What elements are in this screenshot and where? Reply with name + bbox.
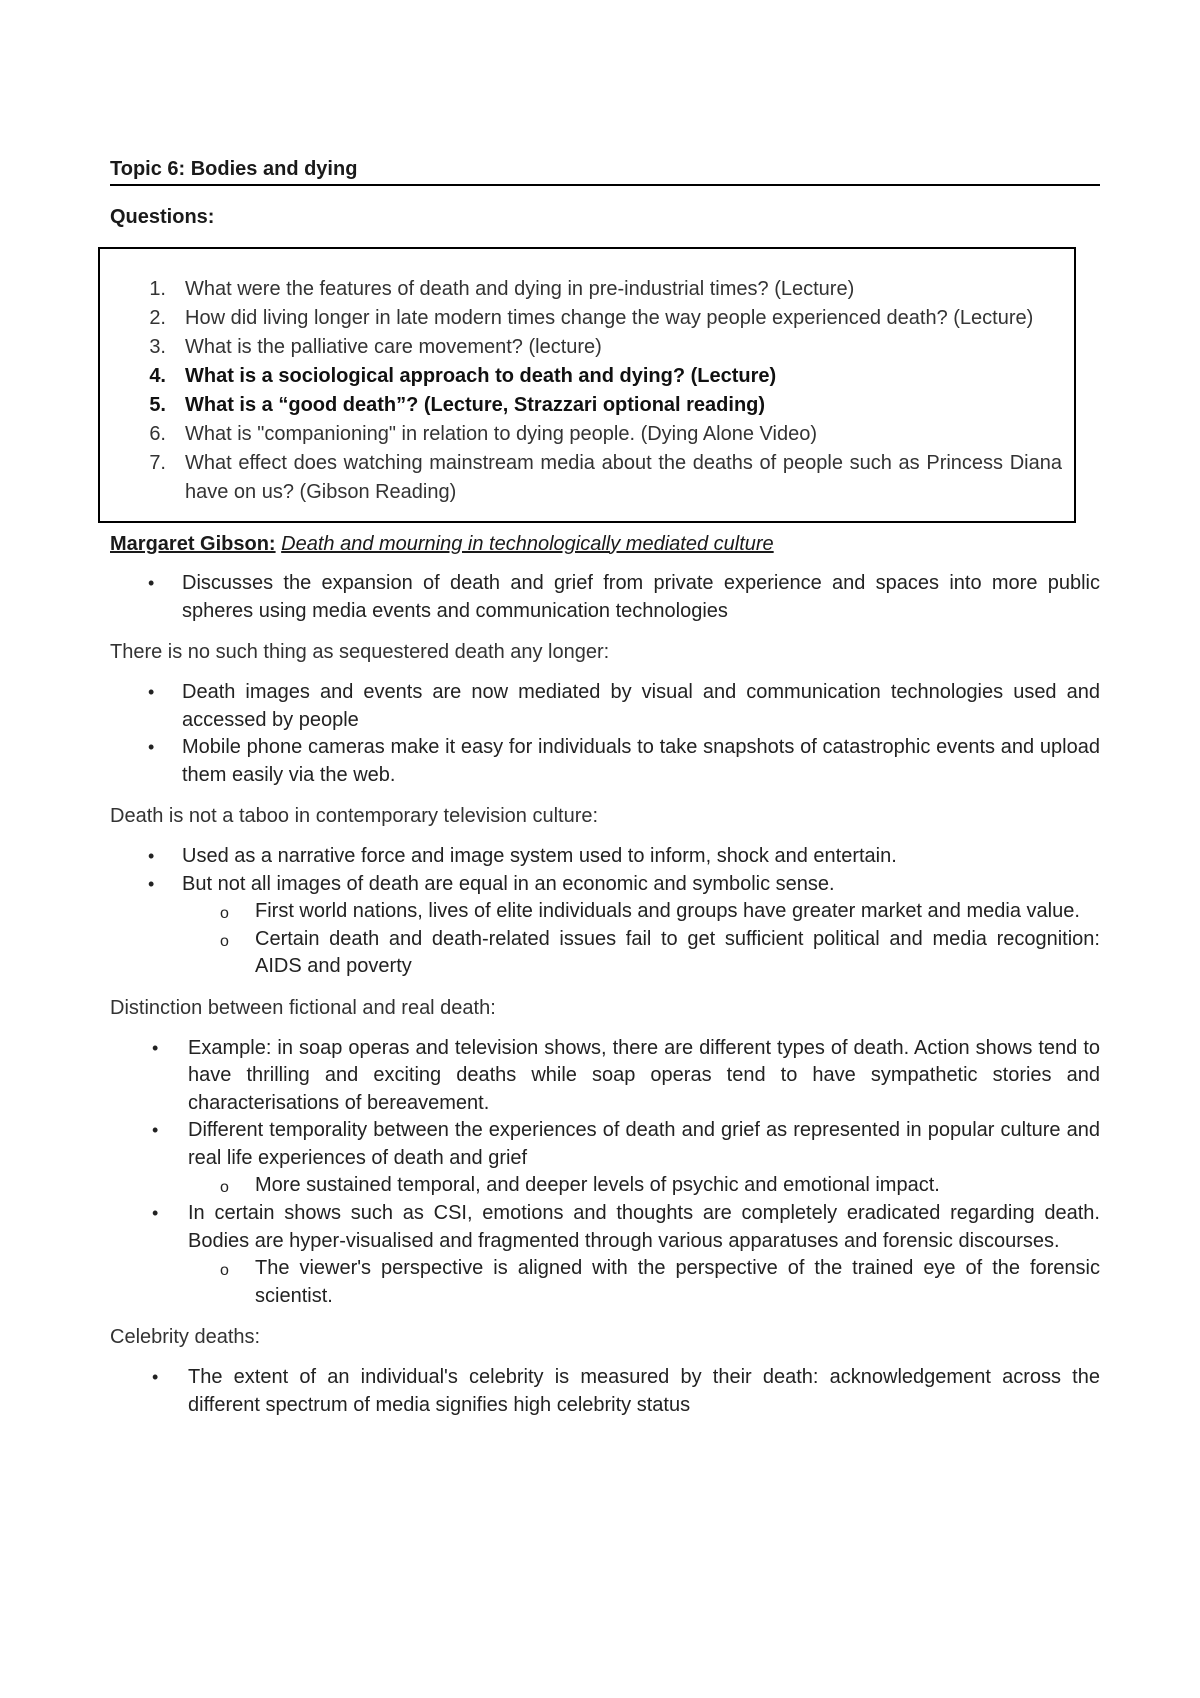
question-item [100, 449, 1062, 507]
bullet-icon: • [148, 873, 155, 894]
question-text: How did living longer in late modern times change the way people experienced death? (Lecture) [185, 306, 1034, 329]
section-1-list [110, 570, 1100, 625]
bullet-icon: • [148, 845, 155, 866]
sub-list-item-text: Certain death and death-related issues fail to get sufficient political and media recognition: AIDS and poverty [255, 927, 1100, 978]
bullet-icon: • [148, 573, 155, 594]
list-item [110, 1035, 1100, 1118]
list-item-text: Example: in soap operas and television shows, there are different types of death. Action shows tend to have thrilling and exciting deaths while soap operas tend to have sympathetic stories and characterisations of bereavement. [188, 1036, 1100, 1114]
section-4-list [110, 1035, 1100, 1311]
document-content [110, 155, 1100, 1419]
question-item [100, 391, 1062, 420]
list-item [110, 871, 1100, 981]
section-2-heading: There is no such thing as sequestered death any longer: [110, 641, 610, 664]
sub-list-item [110, 926, 1100, 981]
question-text: What is the palliative care movement? (lecture) [185, 335, 602, 358]
question-text: What is a sociological approach to death and dying? (Lecture) [185, 364, 777, 387]
sub-bullet-icon: o [220, 932, 229, 950]
questions-heading: Questions: [110, 206, 215, 228]
list-item [110, 1364, 1100, 1419]
bullet-icon: • [148, 737, 155, 758]
sub-list [188, 1172, 1100, 1200]
question-number: 1. [149, 277, 166, 300]
section-5-heading: Celebrity deaths: [110, 1326, 261, 1349]
reading-title: Death and mourning in technologically mediated culture [281, 532, 774, 555]
bullet-icon: • [152, 1120, 159, 1141]
list-item-text: But not all images of death are equal in an economic and symbolic sense. [182, 872, 835, 895]
list-item-text: The extent of an individual's celebrity is measured by their death: acknowledgement across the different spectrum of media signifies high celebrity status [188, 1366, 1100, 1416]
question-text: What were the features of death and dying in pre-industrial times? (Lecture) [185, 277, 855, 300]
list-item-text: Discusses the expansion of death and grief from private experience and spaces into more public spheres using media events and communication technologies [182, 572, 1100, 622]
questions-list [100, 275, 1062, 507]
bullet-icon: • [152, 1037, 159, 1058]
bullet-icon: • [152, 1367, 159, 1388]
question-number: 7. [149, 451, 166, 474]
bullet-icon: • [148, 681, 155, 702]
sub-list-item-text: More sustained temporal, and deeper levels of psychic and emotional impact. [255, 1174, 940, 1197]
question-item [100, 333, 1062, 362]
bullet-icon: • [152, 1203, 159, 1224]
list-item-text: Used as a narrative force and image system used to inform, shock and entertain. [182, 844, 897, 867]
sub-bullet-icon: o [220, 1262, 229, 1280]
sub-list-item [110, 898, 1100, 926]
section-3-heading: Death is not a taboo in contemporary television culture: [110, 805, 599, 828]
sub-list-item [110, 1172, 1100, 1200]
question-number: 2. [149, 306, 166, 329]
sub-list-item [110, 1255, 1100, 1310]
question-number: 3. [149, 335, 166, 358]
topic-title: Topic 6: Bodies and dying [110, 155, 1100, 186]
question-number: 6. [149, 422, 166, 445]
list-item [110, 843, 1100, 871]
section-5-list [110, 1364, 1100, 1419]
question-item [100, 304, 1062, 333]
section-2-list [110, 679, 1100, 789]
list-item [110, 1200, 1100, 1310]
question-item [100, 362, 1062, 391]
sub-list-item-text: The viewer's perspective is aligned with the perspective of the trained eye of the forensic scientist. [255, 1257, 1100, 1307]
section-4-heading: Distinction between fictional and real death: [110, 996, 496, 1019]
list-item [110, 570, 1100, 625]
sub-bullet-icon: o [220, 1179, 229, 1197]
list-item [110, 679, 1100, 734]
question-number: 4. [149, 364, 166, 387]
sub-list [188, 1255, 1100, 1310]
questions-box [98, 247, 1076, 523]
reading-reference [110, 531, 1100, 559]
question-text: What is "companioning" in relation to dying people. (Dying Alone Video) [185, 422, 817, 445]
list-item [110, 734, 1100, 789]
question-number: 5. [149, 393, 166, 416]
question-item [100, 420, 1062, 449]
section-3-list [110, 843, 1100, 981]
list-item-text: Different temporality between the experiences of death and grief as represented in popular culture and real life experiences of death and grief [188, 1119, 1100, 1169]
sub-bullet-icon: o [220, 905, 229, 923]
list-item [110, 1117, 1100, 1200]
sub-list [182, 898, 1100, 981]
list-item-text: Death images and events are now mediated by visual and communication technologies used and accessed by people [182, 680, 1100, 731]
question-item [100, 275, 1062, 304]
reading-author: Margaret Gibson: [110, 532, 276, 555]
list-item-text: Mobile phone cameras make it easy for individuals to take snapshots of catastrophic events and upload them easily via the web. [182, 736, 1100, 786]
list-item-text: In certain shows such as CSI, emotions and thoughts are completely eradicated regarding death. Bodies are hyper-visualised and fragmented through various apparatuses and forensic discourses. [188, 1202, 1100, 1252]
question-text: What is a “good death”? (Lecture, Strazzari optional reading) [185, 393, 766, 416]
question-text: What effect does watching mainstream media about the deaths of people such as Princess Diana have on us? (Gibson Reading) [185, 451, 1062, 503]
sub-list-item-text: First world nations, lives of elite individuals and groups have greater market and media value. [255, 900, 1080, 923]
